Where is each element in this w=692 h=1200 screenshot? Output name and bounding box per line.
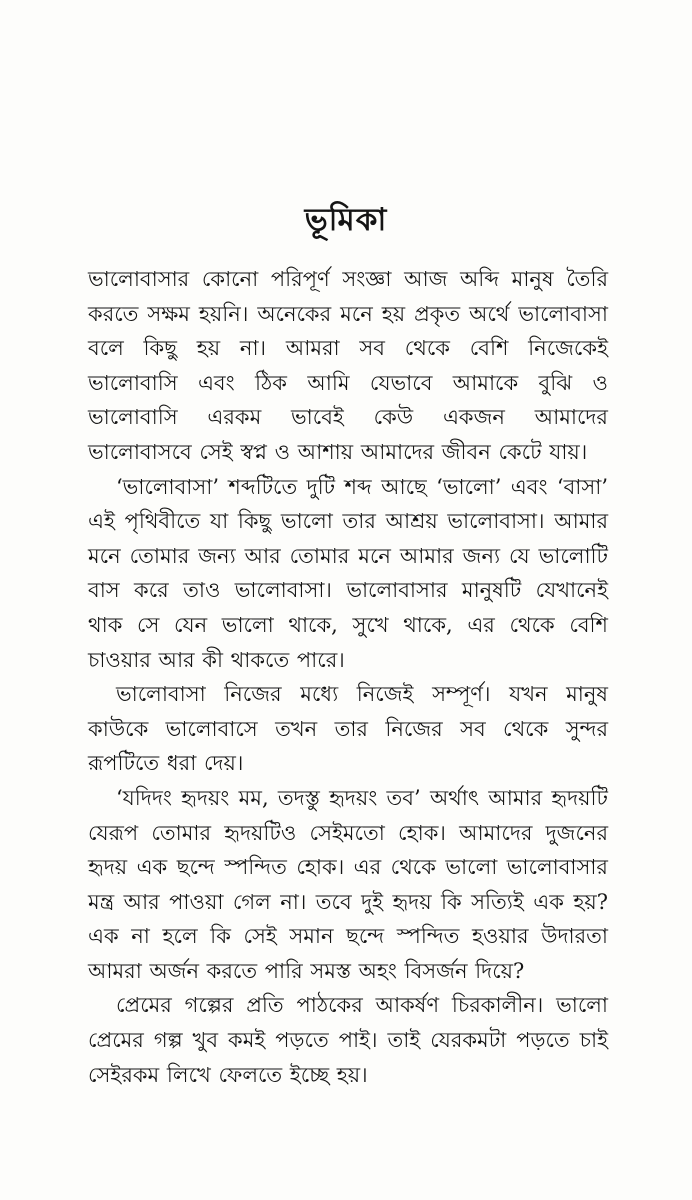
paragraph-3: ভালোবাসা নিজের মধ্যে নিজেই সম্পূর্ণ। যখন মানুষ কাউকে ভালোবাসে তখন তার নিজের সব থেকে সুন্দর রূপটিতে ধরা দেয়। — [88, 682, 608, 776]
paragraph-1: ভালোবাসার কোনো পরিপূর্ণ সংজ্ঞা আজ অব্দি মানুষ তৈরি করতে সক্ষম হয়নি। অনেকের মনে হয় প্রকৃত অর্থে ভালোবাসা বলে কিছু হয় না। আমরা সব থেকে বেশি নিজেকেই ভালোবাসি এবং ঠিক আমি যেভাবে আমাকে বুঝি ও ভালোবাসি এরকম ভাবেই কেউ একজন আমাদের ভালোবাসবে সেই স্বপ্ন ও আশায় আমাদের জীবন কেটে যায়। — [88, 267, 608, 464]
paragraph-2: ‘ভালোবাসা’ শব্দটিতে দুটি শব্দ আছে ‘ভালো’ এবং ‘বাসা’ এই পৃথিবীতে যা কিছু ভালো তার আশ্রয় ভালোবাসা। আমার মনে তোমার জন্য আর তোমার মনে আমার জন্য যে ভালোটি বাস করে তাও ভালোবাসা। ভালোবাসার মানুষটি যেখানেই থাক সে যেন ভালো থাকে, সুখে থাকে, এর থেকে বেশি চাওয়ার আর কী থাকতে পারে। — [88, 474, 608, 672]
preface-body — [88, 262, 608, 1092]
paragraph-5: প্রেমের গল্পের প্রতি পাঠকের আকর্ষণ চিরকালীন। ভালো প্রেমের গল্প খুব কমই পড়তে পাই। তাই যেরকমটা পড়তে চাই সেইরকম লিখে ফেলতে ইচ্ছে হয়। — [88, 993, 608, 1087]
paragraph-4: ‘যদিদং হৃদয়ং মম, তদস্তু হৃদয়ং তব’ অর্থাৎ আমার হৃদয়টি যেরূপ তোমার হৃদয়টিও সেইমতো হোক। আমাদের দুজনের হৃদয় এক ছন্দে স্পন্দিত হোক। এর থেকে ভালো ভালোবাসার মন্ত্র আর পাওয়া গেল না। তবে দুই হৃদয় কি সত্যিই এক হয়? এক না হলে কি সেই সমান ছন্দে স্পন্দিত হওয়ার উদারতা আমরা অর্জন করতে পারি সমস্ত অহং বিসর্জন দিয়ে? — [88, 785, 608, 983]
page-title: ভূমিকা — [304, 202, 388, 238]
